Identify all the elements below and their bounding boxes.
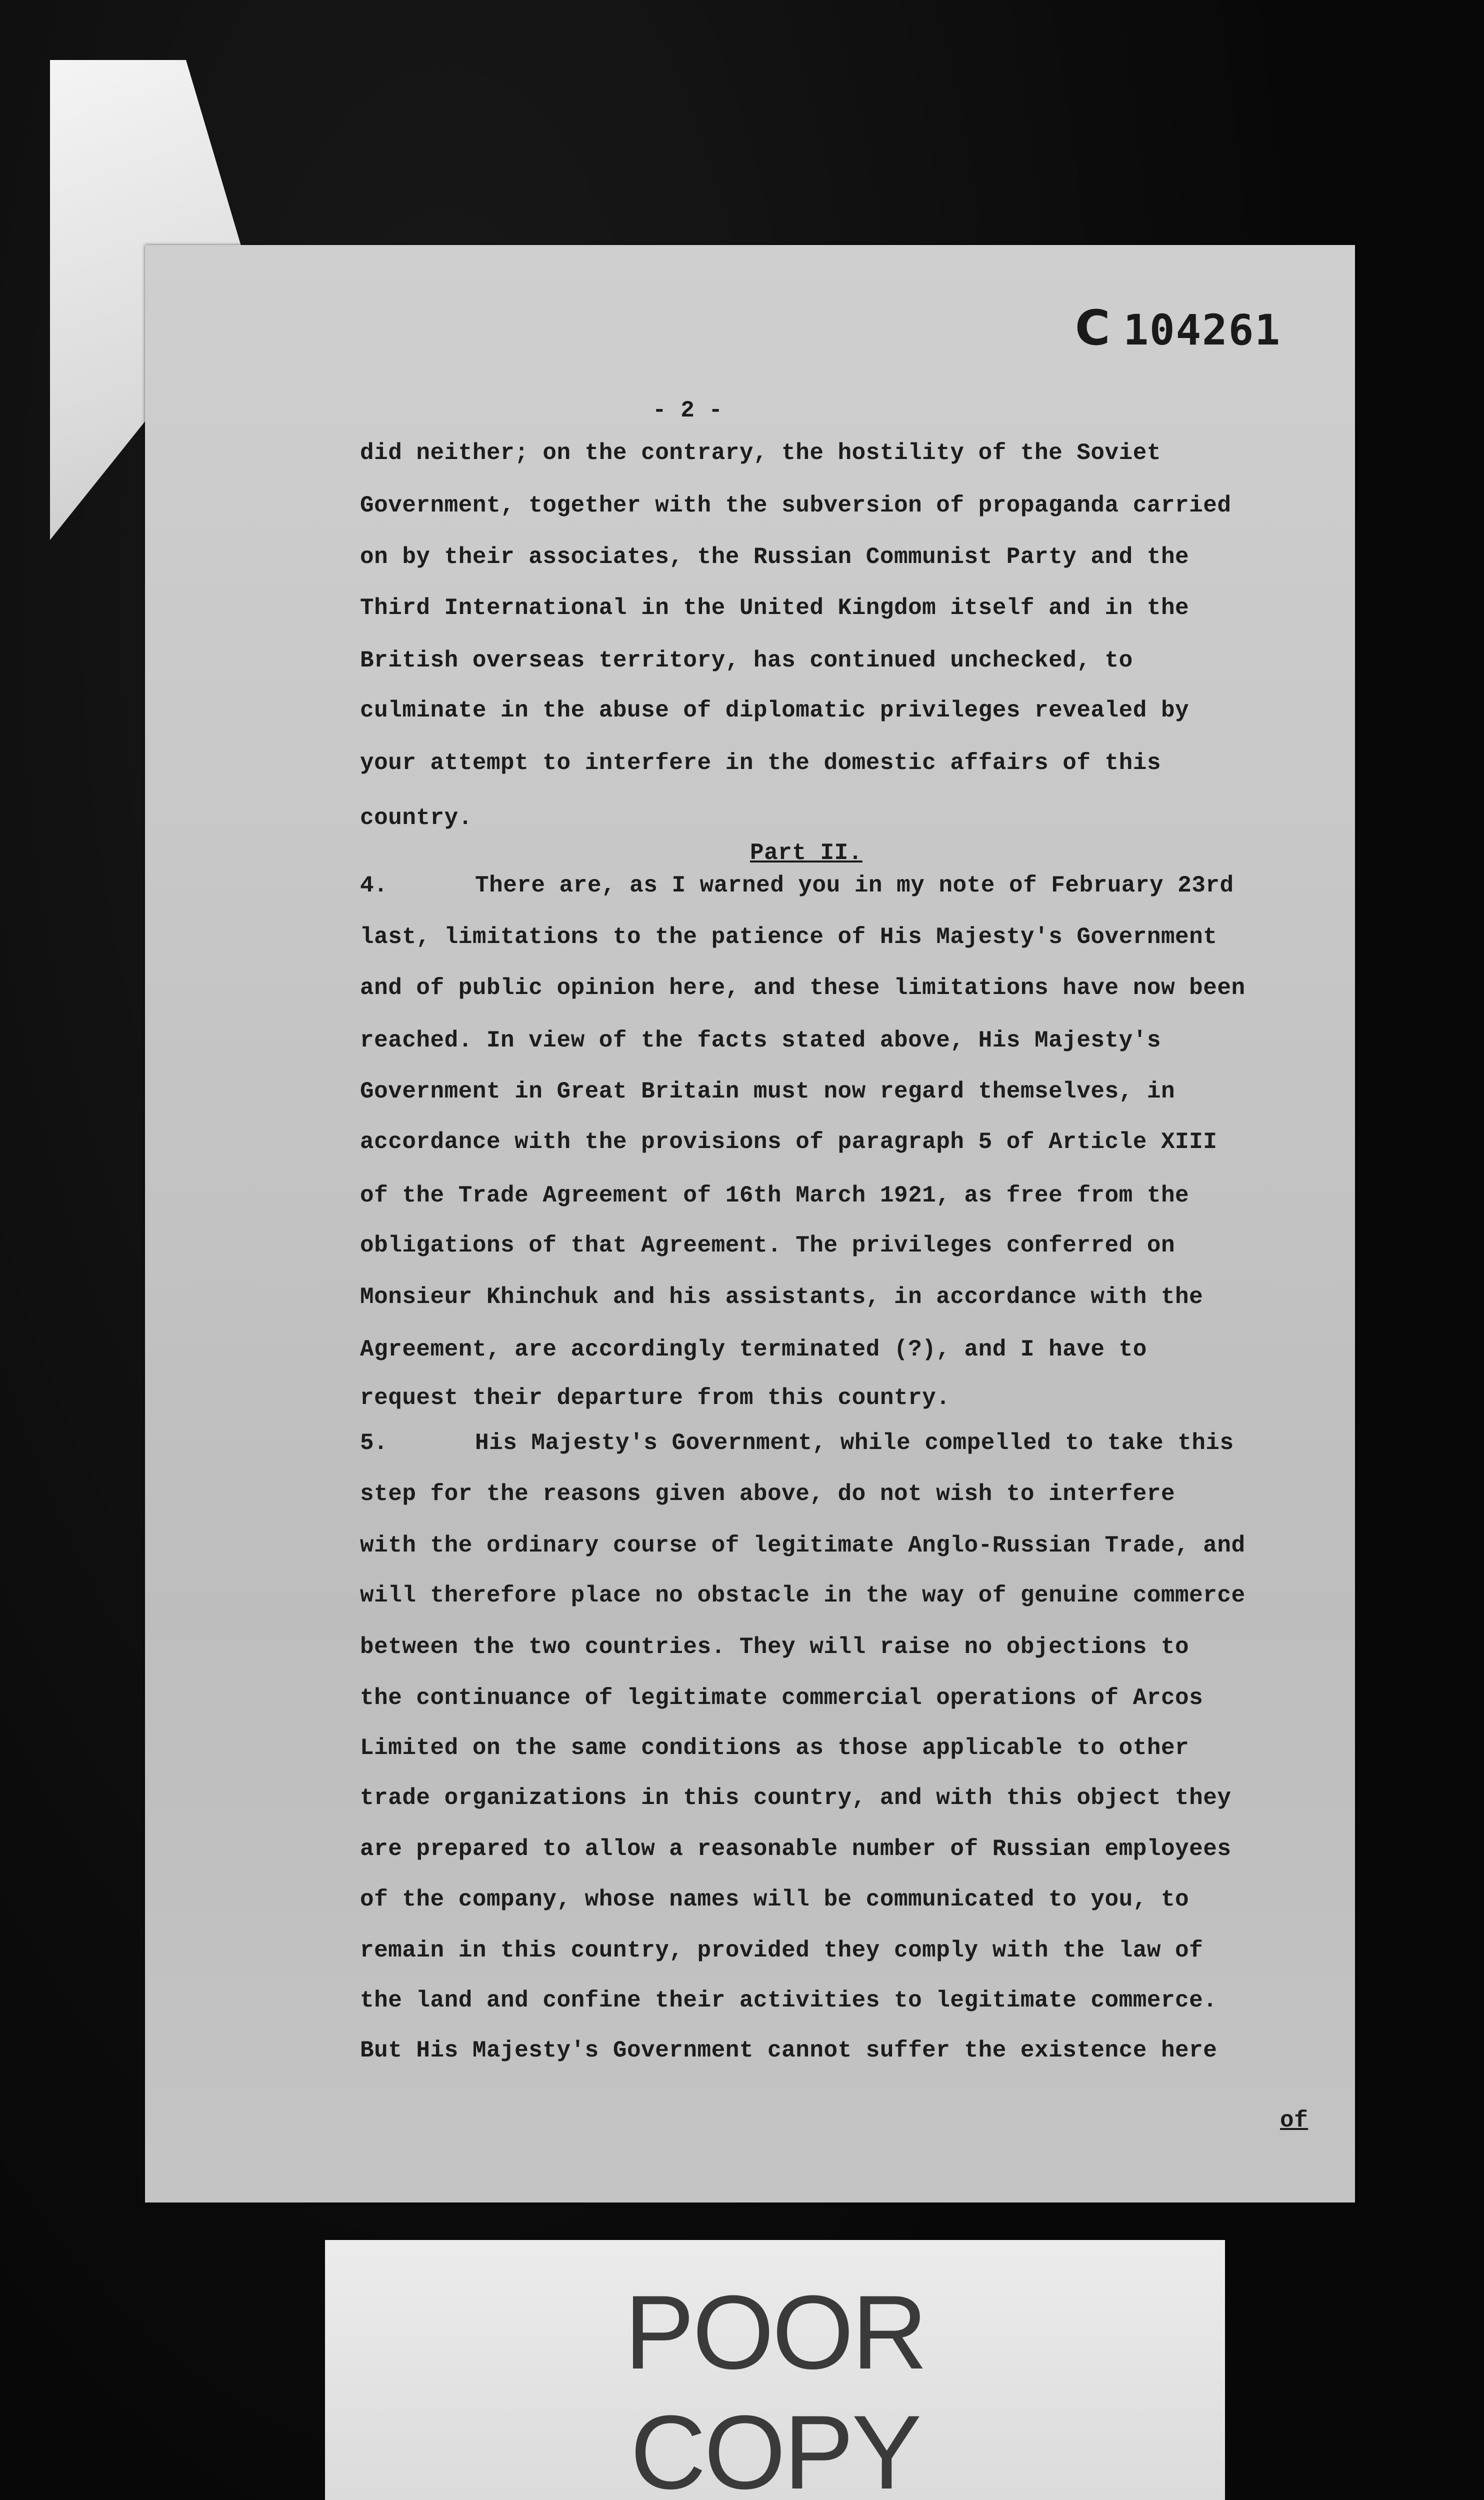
typed-line: Third International in the United Kingdom itself and in the bbox=[360, 595, 1190, 621]
typed-line: culminate in the abuse of diplomatic privileges revealed by bbox=[360, 698, 1190, 724]
poor-copy-line-1: POOR bbox=[624, 2274, 926, 2391]
typed-line: with the ordinary course of legitimate Anglo-Russian Trade, and bbox=[360, 1532, 1246, 1558]
paragraph-number: 4. bbox=[360, 872, 388, 898]
typed-line: obligations of that Agreement. The privileges conferred on bbox=[360, 1232, 1176, 1258]
typed-line: last, limitations to the patience of His Majesty's Government bbox=[360, 924, 1218, 950]
typed-line: Government in Great Britain must now regard themselves, in bbox=[360, 1078, 1176, 1104]
typed-line: British overseas territory, has continued unchecked, to bbox=[360, 648, 1133, 674]
document-stamp-number bbox=[1075, 300, 1281, 356]
typed-line: reached. In view of the facts stated above, His Majesty's bbox=[360, 1028, 1161, 1054]
typed-line: There are, as I warned you in my note of February 23rd bbox=[475, 872, 1234, 898]
typed-line: of the Trade Agreement of 16th March 1921, as free from the bbox=[360, 1182, 1190, 1208]
typed-line: Agreement, are accordingly terminated (?), and I have to bbox=[360, 1336, 1147, 1362]
stamp-prefix: C bbox=[1075, 300, 1112, 356]
typed-line: the continuance of legitimate commercial operations of Arcos bbox=[360, 1685, 1204, 1711]
part-heading: Part II. bbox=[750, 840, 862, 866]
typed-line: will therefore place no obstacle in the way of genuine commerce bbox=[360, 1582, 1246, 1608]
typed-line: the land and confine their activities to legitimate commerce. bbox=[360, 1988, 1218, 2014]
typed-line: His Majesty's Government, while compelled to take this bbox=[475, 1430, 1234, 1456]
typed-line: your attempt to interfere in the domestic affairs of this bbox=[360, 750, 1161, 776]
poor-copy-line-2: COPY bbox=[630, 2394, 920, 2500]
typed-line: remain in this country, provided they comply with the law of bbox=[360, 1938, 1204, 1964]
stamp-number: 104261 bbox=[1123, 306, 1281, 354]
typed-line: did neither; on the contrary, the hostility of the Soviet bbox=[360, 440, 1161, 466]
typed-line: on by their associates, the Russian Communist Party and the bbox=[360, 544, 1190, 570]
page-number: - 2 - bbox=[652, 398, 723, 424]
paragraph-number: 5. bbox=[360, 1430, 388, 1456]
typed-line: request their departure from this country. bbox=[360, 1385, 950, 1411]
typed-line: and of public opinion here, and these limitations have now been bbox=[360, 975, 1246, 1001]
typed-line: But His Majesty's Government cannot suffer the existence here bbox=[360, 2038, 1218, 2064]
poor-copy-notice bbox=[325, 2240, 1225, 2500]
typed-line: country. bbox=[360, 805, 472, 831]
typed-line: Government, together with the subversion of propaganda carried bbox=[360, 492, 1232, 518]
typed-line: of the company, whose names will be communicated to you, to bbox=[360, 1886, 1190, 1912]
typed-line: trade organizations in this country, and with this object they bbox=[360, 1785, 1232, 1811]
typed-line: Limited on the same conditions as those applicable to other bbox=[360, 1735, 1190, 1761]
typed-line: between the two countries. They will raise no objections to bbox=[360, 1634, 1190, 1660]
typed-line: step for the reasons given above, do not wish to interfere bbox=[360, 1481, 1176, 1507]
typed-line: Monsieur Khinchuk and his assistants, in accordance with the bbox=[360, 1284, 1204, 1310]
typed-line: accordance with the provisions of paragraph 5 of Article XIII bbox=[360, 1129, 1218, 1155]
catchword: of bbox=[1280, 2108, 1308, 2134]
typed-line: are prepared to allow a reasonable number of Russian employees bbox=[360, 1836, 1232, 1862]
